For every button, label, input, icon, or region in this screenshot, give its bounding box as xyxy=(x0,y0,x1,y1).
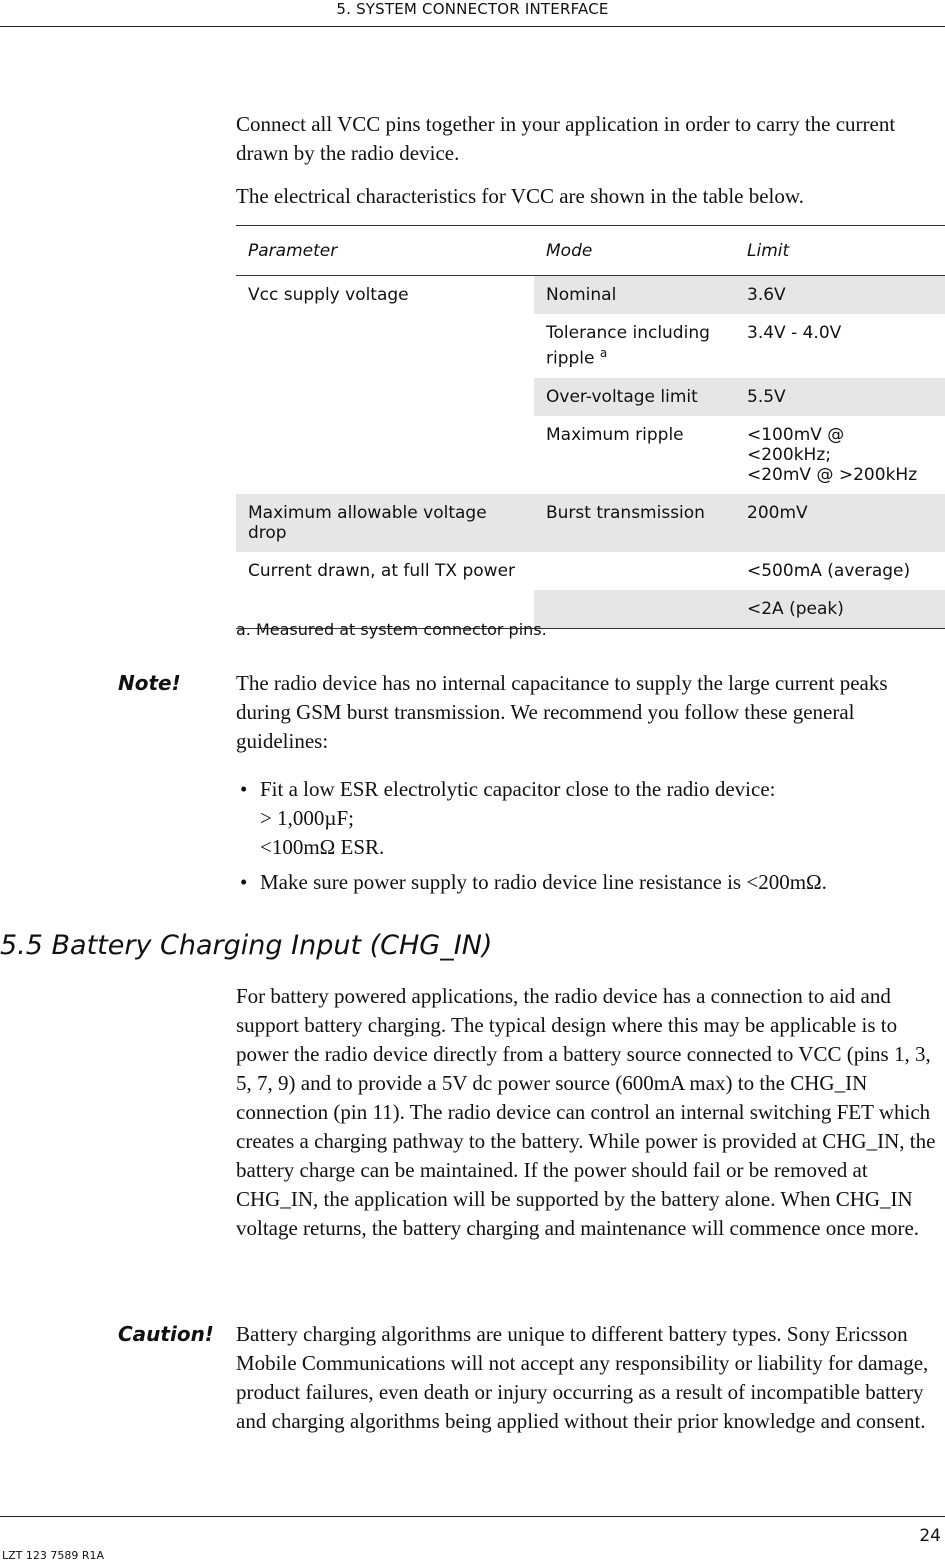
header-limit: Limit xyxy=(747,240,790,261)
table-row xyxy=(236,552,945,590)
header-parameter: Parameter xyxy=(248,240,338,261)
vcc-characteristics-table xyxy=(236,225,945,629)
cell-limit: 3.6V xyxy=(735,276,945,315)
cell-parameter: Maximum allowable voltage drop xyxy=(248,502,487,543)
intro-paragraph-2: The electrical characteristics for VCC are shown in the table below. xyxy=(236,184,804,208)
limit-line-2: <20mV @ >200kHz xyxy=(747,464,918,485)
document-id: LZT 123 7589 R1A xyxy=(2,1549,105,1562)
cell-mode: Burst transmission xyxy=(546,502,705,523)
table-row xyxy=(236,276,945,315)
table-row xyxy=(236,494,945,552)
footnote-ref: a xyxy=(599,346,608,360)
note-text: The radio device has no internal capacitance to supply the large current peaks during GSM burst transmission. We recommend you follow these general guidelines: xyxy=(236,671,888,753)
cell-limit: <500mA (average) xyxy=(747,560,911,581)
cell-mode xyxy=(534,590,735,629)
bullet-2-text: • Make sure power supply to radio device line resistance is <200mΩ. xyxy=(260,870,827,894)
cell-mode: Nominal xyxy=(534,276,735,315)
cell-limit: 5.5V xyxy=(735,378,945,416)
table-footnote: a. Measured at system connector pins. xyxy=(236,620,547,639)
guidelines-list xyxy=(236,775,942,903)
note-label: Note! xyxy=(118,671,181,695)
list-item xyxy=(236,775,942,862)
cell-mode xyxy=(534,552,735,590)
bullet-1-line-2: > 1,000µF; xyxy=(260,806,354,830)
page-number: 24 xyxy=(919,1526,941,1546)
section-title: 5.5 Battery Charging Input (CHG_IN) xyxy=(0,930,493,961)
cell-parameter: Current drawn, at full TX power xyxy=(248,560,516,581)
bullet-1-line-3: <100mΩ ESR. xyxy=(260,835,385,859)
cell-mode xyxy=(534,314,735,378)
header-mode: Mode xyxy=(546,240,593,261)
limit-line-1: <100mV @ <200kHz; xyxy=(747,424,845,465)
footer-divider xyxy=(0,1516,945,1517)
cell-mode: Maximum ripple xyxy=(546,424,684,445)
table-header-row xyxy=(236,226,945,276)
cell-limit: <2A (peak) xyxy=(735,590,945,629)
section-body: For battery powered applications, the radio device has a connection to aid and support battery charging. The typical design where this may be applicable is to power the radio device directly from a battery source connected to VCC (pins 1, 3, 5, 7, 9) and to provide a 5V dc power source (600mA max) to the CHG_IN connection (pin 11). The radio device can control an internal switching FET which creates a charging pathway to the battery. While power is provided at CHG_IN, the battery charge can be maintained. If the power should fail or be removed at CHG_IN, the application will be supported by the battery alone. When CHG_IN voltage returns, the battery charging and maintenance will commence once more. xyxy=(236,984,936,1240)
bullet-1-line-1: • Fit a low ESR electrolytic capacitor close to the radio device: xyxy=(260,777,776,801)
caution-text: Battery charging algorithms are unique to different battery types. Sony Ericsson Mobile Communications will not accept any responsibility or liability for damage, product failures, even death or injury occurring as a result of incompatible battery and charging algorithms being applied without their prior knowledge and consent. xyxy=(236,1322,929,1433)
cell-limit: 3.4V - 4.0V xyxy=(747,323,842,343)
page-header xyxy=(0,0,945,27)
cell-parameter: Vcc supply voltage xyxy=(248,285,409,305)
header-title: 5. SYSTEM CONNECTOR INTERFACE xyxy=(336,0,609,18)
cell-limit xyxy=(735,416,945,494)
cell-limit: 200mV xyxy=(747,502,808,523)
mode-text: Tolerance including ripple xyxy=(546,323,710,369)
cell-mode: Over-voltage limit xyxy=(534,378,735,416)
caution-label: Caution! xyxy=(118,1322,214,1346)
intro-paragraph-1: Connect all VCC pins together in your application in order to carry the current drawn by the radio device. xyxy=(236,112,896,165)
list-item xyxy=(236,868,942,897)
